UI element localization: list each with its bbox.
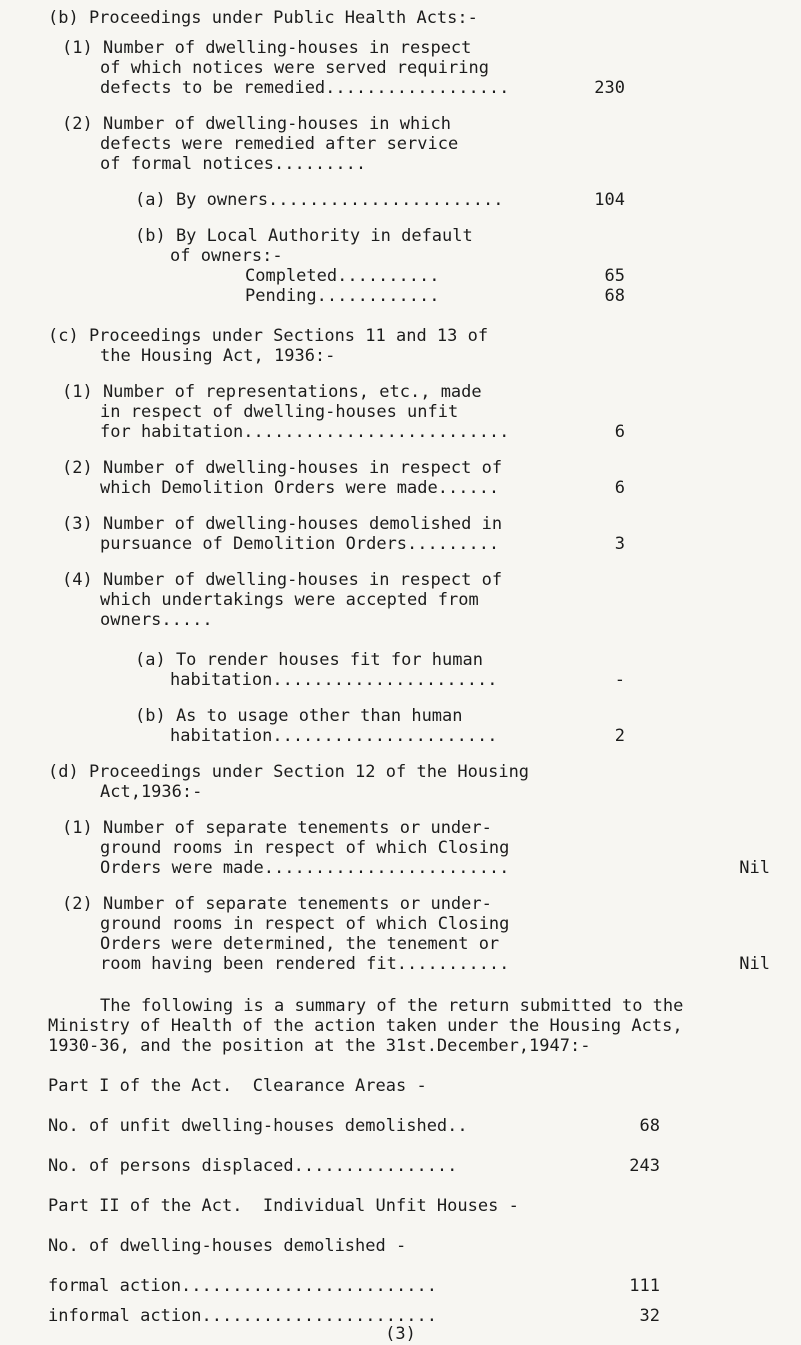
part2-informal-value: 32 — [639, 1306, 660, 1326]
b1-line-1: (1) Number of dwelling-houses in respect — [62, 38, 472, 58]
d1-value: Nil — [739, 858, 770, 878]
c4b-line-2: habitation...................... — [170, 726, 498, 746]
d2-line-1: (2) Number of separate tenements or under- — [62, 894, 492, 914]
c1-line-1: (1) Number of representations, etc., made — [62, 382, 482, 402]
c3-value: 3 — [614, 534, 625, 554]
section-c-heading-2: the Housing Act, 1936:- — [100, 346, 336, 366]
d2-line-3: Orders were determined, the tenement or — [100, 934, 500, 954]
b2b-pending-label: Pending............ — [245, 286, 440, 306]
c1-value: 6 — [614, 422, 625, 442]
c4a-line-2: habitation...................... — [170, 670, 498, 690]
b1-value: 230 — [594, 78, 625, 98]
c4b-value: 2 — [614, 726, 625, 746]
part2-formal-label: formal action......................... — [48, 1276, 437, 1296]
part1-demolished-label: No. of unfit dwelling-houses demolished.. — [48, 1116, 468, 1136]
summary-line-2: Ministry of Health of the action taken under the Housing Acts, — [48, 1016, 683, 1036]
b1-line-3: defects to be remedied.................. — [100, 78, 510, 98]
section-c-heading-1: (c) Proceedings under Sections 11 and 13 of — [48, 326, 489, 346]
c3-line-2: pursuance of Demolition Orders......... — [100, 534, 500, 554]
d2-line-2: ground rooms in respect of which Closing — [100, 914, 510, 934]
c4a-value: - — [614, 670, 625, 690]
c2-line-1: (2) Number of dwelling-houses in respect of — [62, 458, 503, 478]
summary-line-1: The following is a summary of the return submitted to the — [100, 996, 684, 1016]
part2-subheading: No. of dwelling-houses demolished - — [48, 1236, 407, 1256]
d1-line-2: ground rooms in respect of which Closing — [100, 838, 510, 858]
d1-line-1: (1) Number of separate tenements or under- — [62, 818, 492, 838]
part2-formal-value: 111 — [629, 1276, 660, 1296]
b2b-completed-label: Completed.......... — [245, 266, 440, 286]
b2a-value: 104 — [594, 190, 625, 210]
b2b-line-1: (b) By Local Authority in default — [135, 226, 473, 246]
d1-line-3: Orders were made........................ — [100, 858, 510, 878]
b2-line-1: (2) Number of dwelling-houses in which — [62, 114, 451, 134]
summary-line-3: 1930-36, and the position at the 31st.December,1947:- — [48, 1036, 591, 1056]
b1-line-2: of which notices were served requiring — [100, 58, 489, 78]
part1-heading: Part I of the Act. Clearance Areas - — [48, 1076, 427, 1096]
section-b-heading: (b) Proceedings under Public Health Acts:- — [48, 8, 478, 28]
c4a-line-1: (a) To render houses fit for human — [135, 650, 483, 670]
b2b-pending-value: 68 — [604, 286, 625, 306]
c4-line-2: which undertakings were accepted from — [100, 590, 479, 610]
c1-line-2: in respect of dwelling-houses unfit — [100, 402, 459, 422]
c1-line-3: for habitation.......................... — [100, 422, 510, 442]
c3-line-1: (3) Number of dwelling-houses demolished in — [62, 514, 503, 534]
part2-heading: Part II of the Act. Individual Unfit Houses - — [48, 1196, 519, 1216]
part2-informal-label: informal action....................... — [48, 1306, 437, 1326]
d2-line-4: room having been rendered fit........... — [100, 954, 510, 974]
b2-line-3: of formal notices......... — [100, 154, 367, 174]
b2b-completed-value: 65 — [604, 266, 625, 286]
b2-line-2: defects were remedied after service — [100, 134, 459, 154]
part1-displaced-value: 243 — [629, 1156, 660, 1176]
part1-demolished-value: 68 — [639, 1116, 660, 1136]
b2b-line-2: of owners:- — [170, 246, 283, 266]
c4-line-1: (4) Number of dwelling-houses in respect of — [62, 570, 503, 590]
c2-value: 6 — [614, 478, 625, 498]
d2-value: Nil — [739, 954, 770, 974]
c4b-line-1: (b) As to usage other than human — [135, 706, 463, 726]
b2a-line: (a) By owners....................... — [135, 190, 504, 210]
c4-line-3: owners..... — [100, 610, 213, 630]
page-number: (3) — [385, 1324, 416, 1344]
c2-line-2: which Demolition Orders were made...... — [100, 478, 500, 498]
part1-displaced-label: No. of persons displaced................ — [48, 1156, 458, 1176]
section-d-heading-1: (d) Proceedings under Section 12 of the Housing — [48, 762, 530, 782]
section-d-heading-2: Act,1936:- — [100, 782, 203, 802]
